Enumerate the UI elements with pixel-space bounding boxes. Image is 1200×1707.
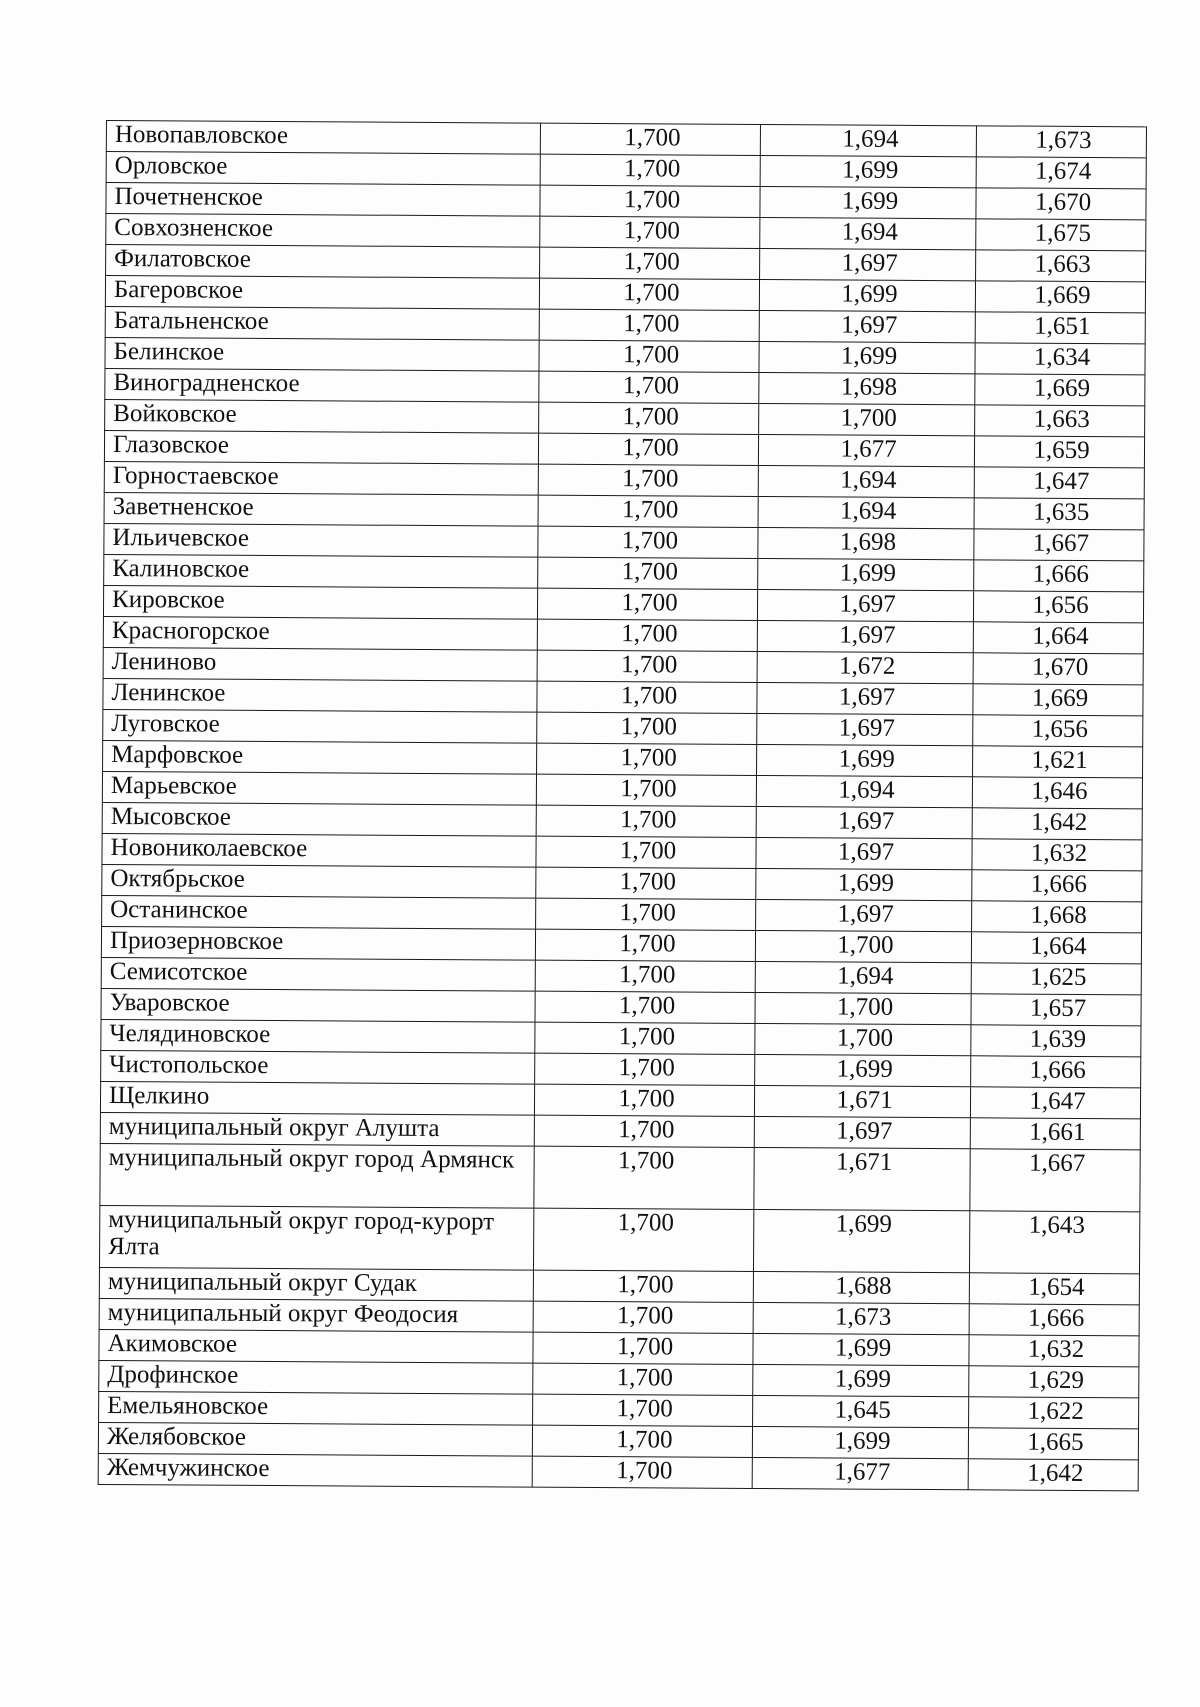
- row-value-3-cell: 1,666: [974, 560, 1144, 592]
- row-name-cell: Емельяновское: [99, 1391, 533, 1425]
- row-value-1-cell: 1,700: [536, 898, 756, 930]
- row-value-1-cell: 1,700: [533, 1301, 753, 1333]
- table-row: [98, 1453, 1138, 1490]
- row-value-3-cell: 1,669: [975, 374, 1145, 406]
- row-value-2-cell: 1,699: [758, 558, 974, 590]
- row-name-cell: Багеровское: [105, 276, 539, 310]
- row-name-cell: Чистопольское: [101, 1050, 535, 1084]
- row-name-cell: Войковское: [105, 399, 539, 433]
- row-value-3-cell: 1,668: [972, 901, 1142, 933]
- row-value-2-cell: 1,677: [752, 1457, 968, 1489]
- row-value-3-cell: 1,665: [968, 1428, 1138, 1460]
- row-value-2-cell: 1,697: [756, 837, 972, 869]
- row-value-1-cell: 1,700: [538, 526, 758, 558]
- row-name-cell: Семисотское: [101, 957, 535, 991]
- row-value-3-cell: 1,629: [969, 1366, 1139, 1398]
- row-value-2-cell: 1,699: [760, 186, 976, 218]
- row-value-1-cell: 1,700: [536, 836, 756, 868]
- row-value-2-cell: 1,673: [753, 1302, 969, 1334]
- row-value-1-cell: 1,700: [540, 247, 760, 279]
- row-name-cell: Ильичевское: [104, 523, 538, 557]
- row-value-1-cell: 1,700: [535, 929, 755, 961]
- row-value-2-cell: 1,699: [759, 279, 975, 311]
- data-table: [98, 120, 1147, 1491]
- row-value-1-cell: 1,700: [534, 1084, 754, 1116]
- row-value-1-cell: 1,700: [539, 371, 759, 403]
- row-value-3-cell: 1,663: [975, 405, 1145, 437]
- row-value-3-cell: 1,634: [975, 343, 1145, 375]
- row-name-cell: Октябрьское: [102, 864, 536, 898]
- row-value-2-cell: 1,697: [756, 899, 972, 931]
- row-name-cell: Новониколаевское: [102, 833, 536, 867]
- row-value-1-cell: 1,700: [534, 1115, 754, 1147]
- row-name-cell: Мысовское: [102, 802, 536, 836]
- row-value-3-cell: 1,621: [973, 746, 1143, 778]
- row-name-cell: Новопавловское: [106, 121, 540, 155]
- row-value-2-cell: 1,697: [754, 1116, 970, 1148]
- row-value-2-cell: 1,694: [755, 961, 971, 993]
- row-name-cell: Ленинское: [103, 678, 537, 712]
- row-value-2-cell: 1,672: [757, 651, 973, 683]
- row-name-cell: Луговское: [103, 709, 537, 743]
- row-name-cell: муниципальный округ Алушта: [100, 1112, 534, 1146]
- row-name-cell: Щелкино: [100, 1081, 534, 1115]
- row-value-3-cell: 1,647: [974, 467, 1144, 499]
- row-value-1-cell: 1,700: [533, 1363, 753, 1395]
- row-value-1-cell: 1,700: [533, 1270, 753, 1302]
- row-value-3-cell: 1,632: [972, 839, 1142, 871]
- row-name-cell: Дрофинское: [99, 1360, 533, 1394]
- row-value-2-cell: 1,697: [757, 682, 973, 714]
- row-value-3-cell: 1,667: [974, 529, 1144, 561]
- row-value-2-cell: 1,699: [753, 1333, 969, 1365]
- row-name-cell: муниципальный округ город-курорт Ялта: [99, 1205, 533, 1270]
- row-value-3-cell: 1,657: [971, 994, 1141, 1026]
- row-value-1-cell: 1,700: [540, 216, 760, 248]
- row-value-2-cell: 1,700: [755, 992, 971, 1024]
- row-name-cell: Уваровское: [101, 988, 535, 1022]
- row-value-1-cell: 1,700: [533, 1332, 753, 1364]
- row-name-cell: Орловское: [106, 152, 540, 186]
- row-value-2-cell: 1,697: [757, 713, 973, 745]
- row-value-2-cell: 1,697: [759, 310, 975, 342]
- row-value-2-cell: 1,699: [755, 1054, 971, 1086]
- row-name-cell: Лениново: [103, 647, 537, 681]
- row-value-3-cell: 1,666: [972, 870, 1142, 902]
- row-value-1-cell: 1,700: [538, 557, 758, 589]
- row-value-3-cell: 1,664: [973, 622, 1143, 654]
- row-value-3-cell: 1,622: [969, 1397, 1139, 1429]
- row-value-2-cell: 1,697: [760, 248, 976, 280]
- row-value-3-cell: 1,625: [971, 963, 1141, 995]
- row-value-1-cell: 1,700: [537, 650, 757, 682]
- row-value-1-cell: 1,700: [535, 991, 755, 1023]
- row-value-2-cell: 1,697: [757, 620, 973, 652]
- row-value-2-cell: 1,697: [756, 806, 972, 838]
- row-value-3-cell: 1,669: [975, 281, 1145, 313]
- row-value-1-cell: 1,700: [532, 1425, 752, 1457]
- row-value-1-cell: 1,700: [538, 464, 758, 496]
- row-value-1-cell: 1,700: [540, 185, 760, 217]
- row-value-3-cell: 1,632: [969, 1335, 1139, 1367]
- row-value-1-cell: 1,700: [535, 1053, 755, 1085]
- row-value-3-cell: 1,639: [971, 1025, 1141, 1057]
- row-value-2-cell: 1,700: [755, 1023, 971, 1055]
- row-name-cell: Марьевское: [102, 771, 536, 805]
- row-name-cell: Совхозненское: [106, 214, 540, 248]
- row-value-2-cell: 1,694: [758, 496, 974, 528]
- row-value-1-cell: 1,700: [539, 340, 759, 372]
- row-value-1-cell: 1,700: [537, 743, 757, 775]
- table-row: [99, 1205, 1139, 1273]
- row-value-3-cell: 1,654: [969, 1273, 1139, 1305]
- table-body: [98, 121, 1146, 1491]
- row-name-cell: Виноградненское: [105, 368, 539, 402]
- row-value-2-cell: 1,699: [759, 341, 975, 373]
- row-value-1-cell: 1,700: [533, 1208, 753, 1271]
- row-value-3-cell: 1,656: [973, 715, 1143, 747]
- row-value-2-cell: 1,694: [760, 124, 976, 156]
- table-row: [100, 1143, 1140, 1211]
- row-value-3-cell: 1,661: [970, 1118, 1140, 1150]
- row-value-2-cell: 1,699: [756, 868, 972, 900]
- row-value-2-cell: 1,699: [753, 1364, 969, 1396]
- row-value-3-cell: 1,646: [972, 777, 1142, 809]
- row-name-cell: Красногорское: [103, 616, 537, 650]
- row-value-2-cell: 1,671: [754, 1147, 970, 1210]
- row-name-cell: Филатовское: [106, 245, 540, 279]
- row-value-3-cell: 1,670: [973, 653, 1143, 685]
- row-value-2-cell: 1,699: [753, 1209, 969, 1272]
- row-value-1-cell: 1,700: [538, 433, 758, 465]
- row-value-3-cell: 1,635: [974, 498, 1144, 530]
- row-value-3-cell: 1,656: [973, 591, 1143, 623]
- row-value-2-cell: 1,699: [752, 1426, 968, 1458]
- row-value-2-cell: 1,699: [757, 744, 973, 776]
- row-name-cell: Калиновское: [104, 554, 538, 588]
- row-name-cell: Кировское: [103, 585, 537, 619]
- row-value-2-cell: 1,700: [759, 403, 975, 435]
- row-name-cell: Батальненское: [105, 306, 539, 340]
- row-value-1-cell: 1,700: [532, 1456, 752, 1488]
- row-name-cell: Белинское: [105, 337, 539, 371]
- row-name-cell: Останинское: [102, 895, 536, 929]
- row-value-3-cell: 1,675: [976, 219, 1146, 251]
- row-name-cell: муниципальный округ Судак: [99, 1267, 533, 1301]
- row-value-2-cell: 1,694: [756, 775, 972, 807]
- row-name-cell: Челядиновское: [101, 1019, 535, 1053]
- row-value-3-cell: 1,673: [976, 126, 1146, 158]
- row-value-2-cell: 1,700: [755, 930, 971, 962]
- row-name-cell: Акимовское: [99, 1329, 533, 1363]
- row-value-2-cell: 1,645: [753, 1395, 969, 1427]
- row-value-2-cell: 1,698: [759, 372, 975, 404]
- row-value-1-cell: 1,700: [539, 402, 759, 434]
- row-name-cell: Заветненское: [104, 492, 538, 526]
- row-name-cell: муниципальный округ город Армянск: [100, 1143, 534, 1208]
- row-value-3-cell: 1,666: [971, 1056, 1141, 1088]
- row-value-1-cell: 1,700: [537, 588, 757, 620]
- row-name-cell: Желябовское: [98, 1422, 532, 1456]
- row-value-3-cell: 1,667: [970, 1149, 1140, 1212]
- row-value-3-cell: 1,666: [969, 1304, 1139, 1336]
- row-value-2-cell: 1,697: [757, 589, 973, 621]
- row-value-2-cell: 1,694: [760, 217, 976, 249]
- row-value-3-cell: 1,674: [976, 157, 1146, 189]
- row-value-2-cell: 1,699: [760, 155, 976, 187]
- row-value-3-cell: 1,642: [972, 808, 1142, 840]
- row-value-2-cell: 1,688: [753, 1271, 969, 1303]
- row-value-2-cell: 1,694: [758, 465, 974, 497]
- row-value-2-cell: 1,698: [758, 527, 974, 559]
- row-name-cell: Жемчужинское: [98, 1453, 532, 1487]
- row-value-3-cell: 1,643: [969, 1211, 1139, 1274]
- row-value-1-cell: 1,700: [536, 805, 756, 837]
- row-value-3-cell: 1,642: [968, 1459, 1138, 1491]
- row-value-1-cell: 1,700: [540, 154, 760, 186]
- row-value-1-cell: 1,700: [534, 1146, 754, 1209]
- row-name-cell: муниципальный округ Феодосия: [99, 1298, 533, 1332]
- row-name-cell: Горностаевское: [104, 461, 538, 495]
- row-value-3-cell: 1,664: [971, 932, 1141, 964]
- row-value-1-cell: 1,700: [536, 774, 756, 806]
- row-value-1-cell: 1,700: [540, 123, 760, 155]
- row-value-3-cell: 1,659: [974, 436, 1144, 468]
- row-value-1-cell: 1,700: [537, 619, 757, 651]
- row-name-cell: Марфовское: [103, 740, 537, 774]
- row-value-1-cell: 1,700: [537, 681, 757, 713]
- row-value-1-cell: 1,700: [535, 1022, 755, 1054]
- row-value-1-cell: 1,700: [539, 309, 759, 341]
- row-value-3-cell: 1,651: [975, 312, 1145, 344]
- row-value-3-cell: 1,663: [976, 250, 1146, 282]
- row-value-1-cell: 1,700: [533, 1394, 753, 1426]
- row-value-1-cell: 1,700: [535, 960, 755, 992]
- row-value-1-cell: 1,700: [539, 278, 759, 310]
- row-value-1-cell: 1,700: [537, 712, 757, 744]
- row-name-cell: Приозерновское: [101, 926, 535, 960]
- row-value-2-cell: 1,671: [754, 1085, 970, 1117]
- row-value-3-cell: 1,669: [973, 684, 1143, 716]
- row-value-1-cell: 1,700: [538, 495, 758, 527]
- row-name-cell: Глазовское: [104, 430, 538, 464]
- row-value-2-cell: 1,677: [758, 434, 974, 466]
- row-value-3-cell: 1,670: [976, 188, 1146, 220]
- row-value-1-cell: 1,700: [536, 867, 756, 899]
- row-value-3-cell: 1,647: [970, 1087, 1140, 1119]
- row-name-cell: Почетненское: [106, 183, 540, 217]
